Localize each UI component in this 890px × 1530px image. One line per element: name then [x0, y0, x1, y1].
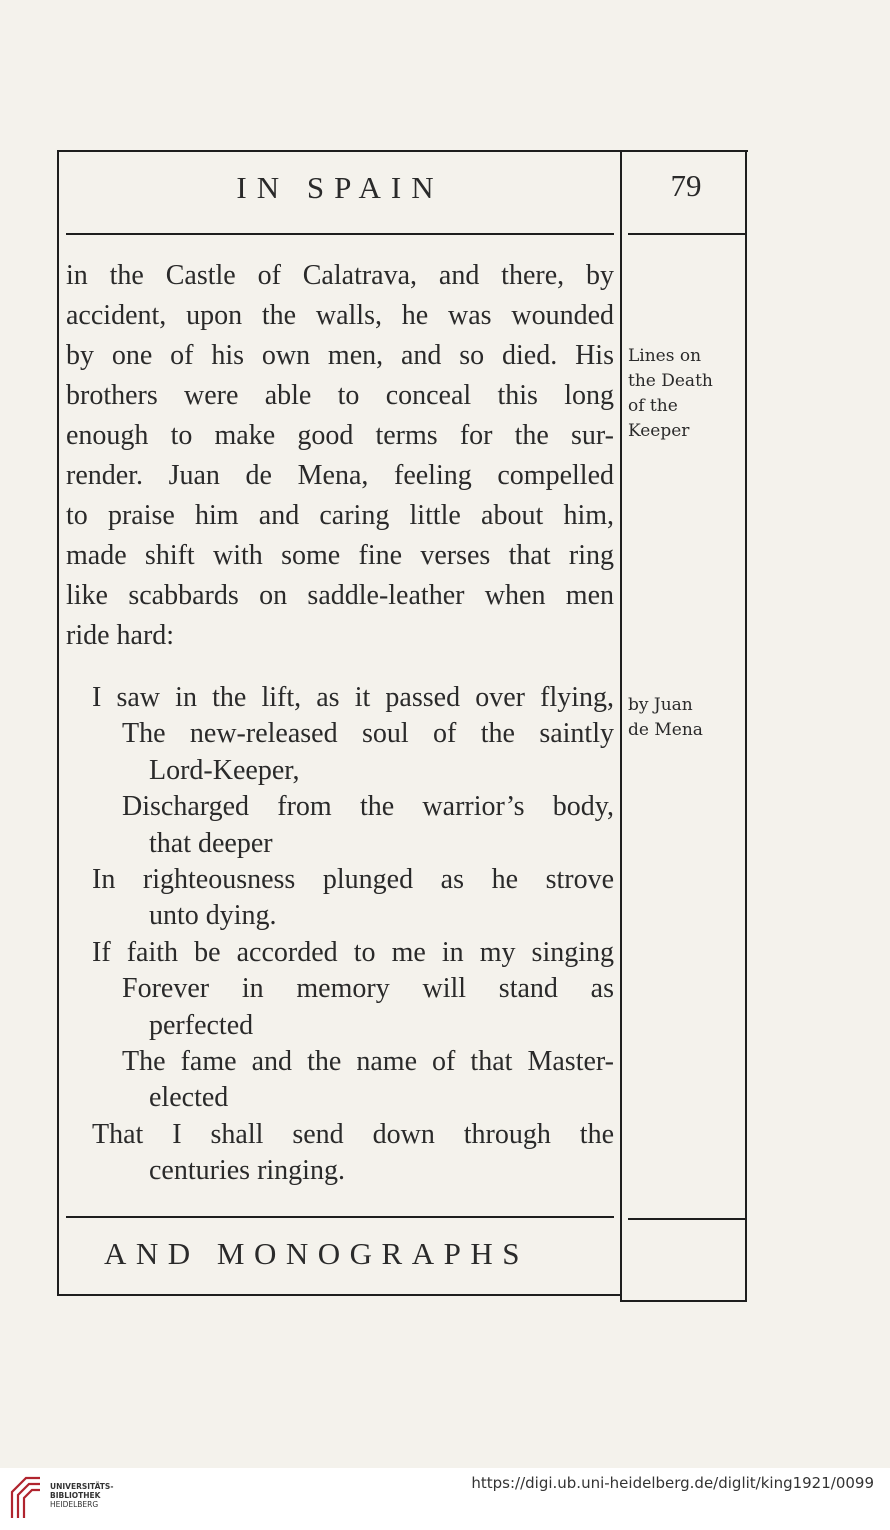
footer-rule-text: [66, 1216, 614, 1218]
margin-note-line: the Death: [628, 371, 713, 391]
prose-line: accident, upon the walls, he was wounded: [66, 300, 614, 331]
prose-line: like scabbards on saddle-leather when men: [66, 580, 614, 611]
frame-bottom-rule: [57, 1294, 622, 1296]
library-logo-icon: [8, 1474, 44, 1520]
margin-note-line: Keeper: [628, 421, 690, 441]
poem-line: Lord-Keeper,: [149, 754, 300, 786]
margin-note-line: Lines on: [628, 346, 702, 366]
frame-bottom-rule-margin: [620, 1300, 747, 1302]
poem-line: In righteousness plunged as he strove: [92, 864, 614, 896]
margin-note-line: by Juan: [628, 695, 693, 715]
frame-column-divider: [620, 152, 622, 1300]
header-rule-margin: [628, 233, 745, 235]
poem-line: Discharged from the warrior’s body,: [122, 791, 614, 823]
poem-line: that deeper: [149, 827, 273, 859]
frame-top-rule: [57, 150, 748, 152]
prose-line: brothers were able to conceal this long: [66, 380, 614, 411]
poem-line: perfected: [149, 1009, 254, 1041]
footer-rule-margin: [628, 1218, 745, 1220]
poem-line: elected: [149, 1082, 229, 1114]
poem-line: centuries ringing.: [149, 1155, 345, 1187]
library-name-line: UNIVERSITÄTS-: [50, 1482, 114, 1491]
poem-line: If faith be accorded to me in my singing: [92, 936, 614, 968]
poem-line: unto dying.: [149, 900, 277, 932]
margin-note-line: de Mena: [628, 720, 703, 740]
library-name-line: HEIDELBERG: [50, 1500, 99, 1509]
prose-line: to praise him and caring little about him,: [66, 500, 614, 531]
prose-line: in the Castle of Calatrava, and there, by: [66, 260, 614, 291]
margin-note-lines-on-death: [628, 344, 744, 444]
page-number: 79: [670, 168, 702, 203]
frame-right-rule: [745, 150, 747, 1302]
poem-line: Forever in memory will stand as: [122, 973, 614, 1005]
poem-stanza: [66, 680, 614, 1190]
running-title: IN SPAIN: [236, 170, 444, 205]
prose-paragraph: [66, 256, 614, 656]
margin-note-by-juan-de-mena: [628, 693, 744, 743]
margin-note-line: of the: [628, 396, 678, 416]
library-name-line: BIBLIOTHEK: [50, 1491, 101, 1500]
prose-line: ride hard:: [66, 620, 175, 651]
prose-line: enough to make good terms for the sur-: [66, 420, 614, 451]
prose-line: made shift with some fine verses that ring: [66, 540, 614, 571]
prose-line: render. Juan de Mena, feeling compelled: [66, 460, 614, 491]
frame-left-rule: [57, 150, 59, 1295]
footer-running-title: AND MONOGRAPHS: [104, 1236, 529, 1271]
poem-line: I saw in the lift, as it passed over flying,: [92, 682, 614, 713]
prose-line: by one of his own men, and so died. His: [66, 340, 614, 371]
poem-line: The fame and the name of that Master-: [122, 1046, 614, 1078]
header-rule-text: [66, 233, 614, 235]
poem-line: That I shall send down through the: [92, 1118, 614, 1150]
poem-line: The new-released soul of the saintly: [122, 718, 614, 750]
library-name: [50, 1482, 113, 1509]
source-url-link[interactable]: https://digi.ub.uni-heidelberg.de/diglit/king1921/0099: [471, 1474, 874, 1492]
